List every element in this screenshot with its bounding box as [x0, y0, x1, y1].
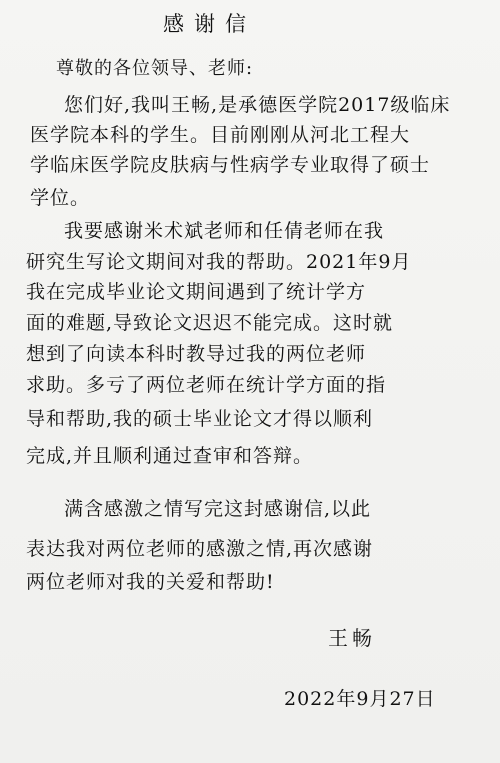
paragraph-2-line-3: 我在完成毕业论文期间遇到了统计学方: [26, 281, 367, 303]
paragraph-3-line-2: 表达我对两位老师的感激之情,再次感谢: [26, 538, 374, 560]
letter-date: 2022年9月27日: [284, 688, 436, 710]
paragraph-2-line-8: 完成,并且顺利通过查审和答辩。: [26, 445, 314, 467]
paragraph-1-line-3: 学临床医学院皮肤病与性病学专业取得了硕士: [30, 154, 431, 176]
paragraph-2-line-6: 求助。多亏了两位老师在统计学方面的指: [26, 374, 387, 396]
paragraph-1-line-2: 医学院本科的学生。目前刚刚从河北工程大: [30, 124, 411, 146]
paragraph-3-line-1: 满含感激之情写完这封感谢信,以此: [64, 498, 372, 520]
paragraph-2-line-4: 面的难题,导致论文迟迟不能完成。这时就: [26, 312, 394, 334]
letter-greeting: 尊敬的各位领导、老师:: [56, 58, 254, 79]
paragraph-1-line-1: 您们好,我叫王畅,是承德医学院2017级临床: [64, 94, 451, 116]
paragraph-1-line-4: 学位。: [30, 187, 91, 209]
paragraph-2-line-5: 想到了向读本科时教导过我的两位老师: [26, 343, 367, 365]
paragraph-2-line-2: 研究生写论文期间对我的帮助。2021年9月: [26, 251, 412, 273]
paragraph-3-line-3: 两位老师对我的关爱和帮助!: [26, 571, 275, 593]
paragraph-2-line-7: 导和帮助,我的硕士毕业论文才得以顺利: [26, 408, 374, 430]
signature: 王畅: [328, 626, 376, 650]
paragraph-2-line-1: 我要感谢米术斌老师和任倩老师在我: [64, 220, 385, 242]
letter-title: 感谢信: [163, 12, 256, 36]
